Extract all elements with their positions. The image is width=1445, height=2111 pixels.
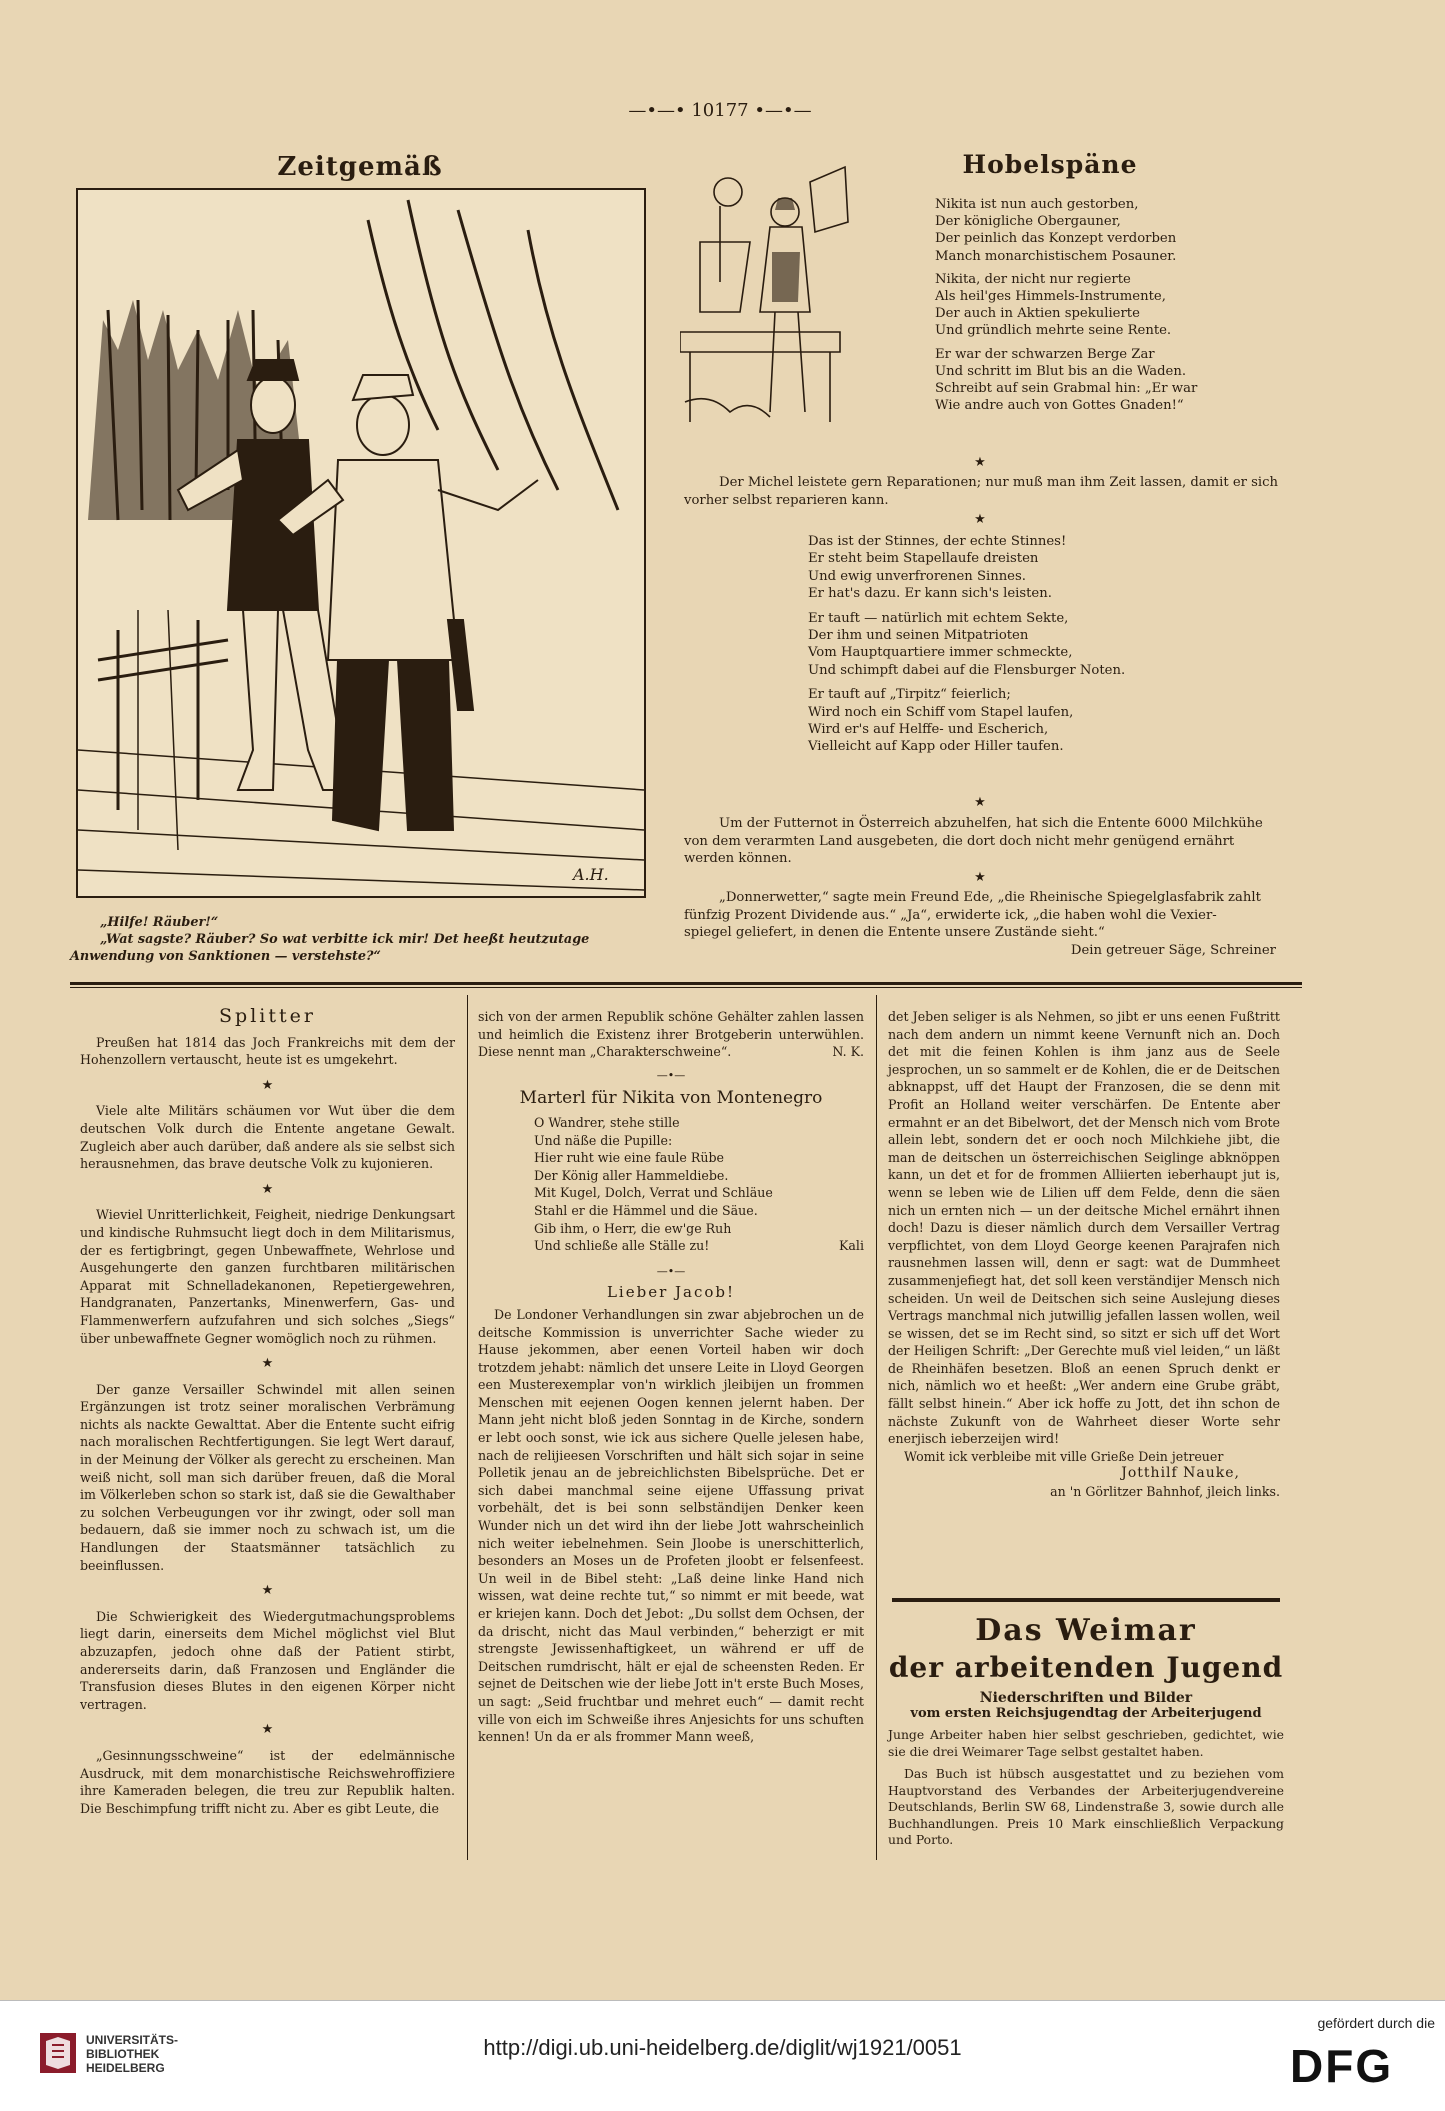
- poem-line: Als heil'ges Himmels-Instrumente,: [935, 289, 1166, 305]
- separator-star: ★: [974, 455, 986, 470]
- poem-line: Gib ihm, o Herr, die ew'ge Ruh: [534, 1220, 732, 1236]
- poem-line: Er war der schwarzen Berge Zar: [935, 346, 1155, 362]
- poem-line: Stahl er die Hämmel und die Säue.: [534, 1202, 758, 1218]
- poem-line: Mit Kugel, Dolch, Verrat und Schläue: [534, 1185, 773, 1201]
- poem-line: Und schritt im Blut bis an die Waden.: [935, 363, 1187, 379]
- poem-line: Und schließe alle Ställe zu!: [534, 1238, 710, 1254]
- jacob-signer-place: an 'n Görlitzer Bahnhof, jleich links.: [1050, 1484, 1280, 1500]
- advert-subtitle: Niederschriften und Bilder: [979, 1690, 1193, 1706]
- poem-line: Der königliche Obergauner,: [935, 214, 1121, 230]
- splitter-paragraph: Wieviel Unritterlichkeit, Feigheit, niedrige Denkungsart und kindische Ruhmsucht liegt doch in dem Militarismus, der es fertigbringt, gegen Unbewaffnete, Wehrlose und Ausgehungerte den ganzen furchtbaren militärischen Apparat mit Schnelladekanonen, Repetiergewehren, Handgranaten, Panzertanks, Minenwerfern, Gas- und Flammenwerfern aufzufahren und sich solches „Siegs“ über unbewaffnete Gegner womöglich noch zu rühmen.: [80, 1207, 455, 1346]
- poem-line: Er tauft auf „Tirpitz“ feierlich;: [808, 687, 1011, 703]
- advert-rule: [892, 1598, 1280, 1602]
- poem-line: Wird noch ein Schiff vom Stapel laufen,: [808, 704, 1074, 720]
- separator-star: ★: [974, 870, 986, 885]
- column-divider: [876, 995, 877, 1860]
- advert-body: Das Buch ist hübsch ausgestattet und zu beziehen vom Hauptvorstand des Verbandes der Arbeiterjugendvereine Deutschlands, Berlin SW 68, Lindenstraße 3, sowie durch alle Buchhandlungen. Preis 10 Mark einschließlich Verpackung und Porto.: [888, 1766, 1284, 1847]
- library-name: UNIVERSITÄTS- BIBLIOTHEK HEIDELBERG: [86, 2033, 179, 2075]
- jacob-continuation: det Jeben seliger is als Nehmen, so jibt er uns eenen Fußtritt nach dem andern un nimmt keene Vernunft nich an. Doch det mit die feinen Kohlen is ihm janz aus de Seele jesprochen, un so sammelt er de Kohlen, die er de Deitschen abknappst, uff det Haupt der Franzosen, die se denn mit Profit an Holland weiter verschärfen. De Entente aber ermahnt er an det Bibelwort, det der Mensch nich vom Brote allein lebt, sondern det er ooch noch Milchkiehe jibt, die man de deitschen un österreichischen Seiglinge abknöppen kann, un det et for de frommen Alliierten ieberhaupt jut is, wenn se leben wie de Lilien uff dem Felde, denn die säen nich un ernten nich — un der deitsche Michel ernährt ihnen doch! Dazu is dieser nämlich durch dem Versailler Vertrag verpflichtet, von dem Lloyd George keenen Parajrafen nich rausnehmen lassen will, denn er sagt: wat de Dummheet zusammenjefiegt hat, det soll keen verständijer Mensch nich scheiden. Un weil de Deitschen sich seine Auslejung dieses Vertrags manchmal nich jutwillig jefallen lassen wollen, weil se wissen, det se im Recht sind, so sitzt er sich uff det Wort der Heiligen Schrift: „Der Gerechte muß viel leiden,“ un läßt de Rheinhäfen besetzen. Bloß an eenen Spruch denkt er nich, nämlich wo et heeßt: „Wer andern eine Grube gräbt, fällt selbst hinein.“ Aber ick hoffe zu Jott, det ihn schon de nächste Zukunft von de Wahrheet dieser Worte sehr enerjisch ieberzeijen wird!: [888, 1009, 1280, 1447]
- caption-line: „Wat sagste? Räuber? So wat verbitte ick mir! Det heeßt heutzutage: [100, 932, 590, 947]
- jacob-signer: Jotthilf Nauke,: [1121, 1465, 1240, 1482]
- right-column: [888, 1008, 1280, 1501]
- middle-column: sich von der armen Republik schöne Gehälter zahlen lassen und heimlich die Existenz ihrer Brotgeberin unterwühlen. Diese nennt man „Charakterschweine“. N. K. —•— Marterl für Nikita von Montenegro O Wandrer, stehe stille Und näße die Pupille: Hier ruht wie eine faule Rübe Der König aller Hammeldiebe. Mit Kugel, Dolch, Verrat und Schläue Stahl er die Hämmel und die Säue. Gib ihm, o Herr, die ew'ge Ruh Und schließe alle Ställe zu! Kali —•— Lieber Jacob! De Londoner Verhandlungen sin zwar abjebrochen un de deitsche Kommission is unverrichter Sache wieder zu Hause jekommen, aber eenen Vorteil haben wir doch trotzdem jehabt: nämlich det unsere Leite in Lloyd Georgen een Musterexemplar von'n wirklich jleibijen un frommen Menschen mit eejenen Oogen kennen jelernt haben. Der Mann jeht nicht bloß jeden Sonntag in de Kirche, sondern er lebt ooch sonst, wie ick aus sichere Quelle jelesen habe, nach de relijieesen Vorschriften und hält sich sojar in seine Polletik jenau an de jebreichlichsten Bibelsprüche. Det er sich dabei manchmal seine eijene Uffassung privat vorbehält, det is bei sonn selbständijen Denker keen Wunder nich un det wird ihn der liebe Jott wahrscheinlich nich weiter iebelnehmen. Sein Jloobe is unerschitterlich, besonders an Moses un de Profeten jloobt er felsenfeest. Un weil in de Bibel steht: „Laß deine linke Hand nich wissen, wat deine rechte tut,“ so nimmt er mit beede, wat er kriejen kann. Doch det Jebot: „Du sollst dem Ochsen, der da drischt, nicht das Maul verbinden,“ beherzigt er mit strengste Jewissenhaftigkeet, un während er uff de Deitschen rumdrischt, hält er ejal de scheensten Reden. Er sejnet de Deitschen wie der liebe Jott in't erste Buch Moses, un sagt: „Seid fruchtbar und mehret euch“ — damit recht ville von eich im Schweiße ihres Anjesichts for uns schuften kennen! Un da er als frommer Mann weeß,: [478, 1009, 864, 1745]
- horizontal-rule: [70, 987, 1302, 988]
- horizontal-rule: [70, 982, 1302, 985]
- separator-star: ★: [974, 512, 986, 527]
- jacob-closing: Womit ick verbleibe mit ville Grieße Dein jetreuer: [904, 1448, 1224, 1464]
- futternot-paragraph: Um der Futternot in Österreich abzuhelfen, hat sich die Entente 6000 Milchkühe von dem verarmten Land ausgebeten, die dort doch nicht mehr genügend ernährt werden können.: [684, 816, 1263, 867]
- caption-line: Anwendung von Sanktionen — verstehste?“: [70, 949, 381, 964]
- footer-bar: [0, 2000, 1445, 2111]
- separator-star: ★: [974, 795, 986, 810]
- caption-line: „Hilfe! Räuber!“: [100, 915, 219, 930]
- poem-line: Manch monarchistischem Posauner.: [935, 248, 1177, 264]
- advert-title: Das Weimar: [975, 1613, 1197, 1648]
- marterl-signature: Kali: [839, 1238, 864, 1254]
- page-number: 10177: [691, 100, 749, 121]
- funded-by-text: gefördert durch die: [1317, 2015, 1435, 2031]
- weimar-advert: [888, 1612, 1284, 1849]
- marterl-poem: [478, 1114, 864, 1255]
- poem-line: O Wandrer, stehe stille: [534, 1114, 680, 1130]
- poem-line: Und schimpft dabei auf die Flensburger Noten.: [808, 662, 1126, 678]
- poem-line: Nikita ist nun auch gestorben,: [935, 197, 1139, 212]
- hobelspaene-signature: Dein getreuer Säge, Schreiner: [1070, 943, 1276, 959]
- hobelspaene-top: [680, 150, 1300, 430]
- splitter-title: Splitter: [219, 1005, 316, 1027]
- poem-line: Wie andre auch von Gottes Gnaden!“: [935, 398, 1184, 414]
- dfg-logo: DFG: [1290, 2040, 1394, 2092]
- source-url[interactable]: http://digi.ub.uni-heidelberg.de/diglit/wj1921/0051: [483, 2035, 962, 2060]
- advert-subtitle: vom ersten Reichsjugendtag der Arbeiterjugend: [910, 1706, 1262, 1721]
- cartoon-illustration: [76, 188, 646, 898]
- splitter-paragraph: Viele alte Militärs schäumen vor Wut über die dem deutschen Volk durch die Entente angetane Gewalt. Zugleich aber auch darüber, daß andere als sie selbst sich herausnehmen, das brave deutsche Volk zu kujonieren.: [80, 1103, 455, 1172]
- jacob-title: Lieber Jacob!: [606, 1283, 736, 1302]
- donnerwetter-paragraph: „Donnerwetter,“ sagte mein Freund Ede, „die Rheinische Spiegelglasfabrik zahlt fünfzig Prozent Dividende aus.“ „Ja“, erwiderte ick, „die haben wohl die Vexier- spiegel geliefert, in denen die Entente unsere Zustände sieht.“ Dein getreuer Säge, Schreiner: [684, 889, 1280, 960]
- poem-line: Schreibt auf sein Grabmal hin: „Er war: [935, 381, 1198, 397]
- marterl-title: Marterl für Nikita von Montenegro: [519, 1088, 823, 1109]
- poem-line: Und ewig unverfrorenen Sinnes.: [808, 568, 1026, 584]
- advert-title: der arbeitenden Jugend: [888, 1651, 1284, 1684]
- michel-paragraph: Der Michel leistete gern Reparationen; nur muß man ihm Zeit lassen, damit er sich vorher selbst reparieren kann.: [684, 475, 1279, 508]
- poem-line: Und näße die Pupille:: [534, 1132, 673, 1148]
- cartoon-drawing: [78, 190, 644, 896]
- jacob-paragraph: De Londoner Verhandlungen sin zwar abjebrochen un de deitsche Kommission is unverrichter Sache wieder zu Hause jekommen, aber eenen Vorteil haben wir doch trotzdem jehabt: nämlich det unsere Leite in Lloyd Georgen een Musterexemplar von'n wirklich jleibijen un frommen Menschen mit eejenen Oogen kennen jelernt haben. Der Mann jeht nicht bloß jeden Sonntag in de Kirche, sondern er lebt ooch sonst, wie ick aus sichere Quelle jelesen habe, nach de relijieesen Vorschriften und hält sich sojar in seine Polletik jenau an de jebreichlichsten Bibelsprüche. Det er sich dabei manchmal seine eijene Uffassung privat vorbehält, det is bei sonn selbständijen Denker keen Wunder nich un det wird ihn der liebe Jott wahrscheinlich nich weiter iebelnehmen. Sein Jloobe is unerschitterlich, besonders an Moses un de Profeten jloobt er felsenfeest. Un weil in de Bibel steht: „Laß deine linke Hand nich wissen, wat deine rechte tut,“ so nimmt er mit beede, wat er kriejen kann. Doch det Jebot: „Du sollst dem Ochsen, der da drischt, nicht das Maul verbinden,“ beherzigt er mit strengste Jewissenhaftigkeet, un während er uff de Deitschen rumdrischt, hält er ejal de scheensten Reden. Er sejnet de Deitschen wie der liebe Jott in't erste Buch Moses, un sagt: „Seid fruchtbar und mehret euch“ — damit recht ville von eich im Schweiße ihres Anjesichts for uns schuften kennen! Un da er als frommer Mann weeß,: [478, 1306, 864, 1745]
- splitter-paragraph: Die Schwierigkeit des Wiedergutmachungsproblems liegt darin, einerseits dem Michel möglichst viel Blut abzuzapfen, jedoch ohne daß der Patient stirbt, andererseits darin, daß Franzosen und Engländer die Transfusion dieses Blutes in den eigenen Körper nicht vertragen.: [80, 1608, 455, 1712]
- splitter-paragraph: Preußen hat 1814 das Joch Frankreichs mit dem der Hohenzollern vertauscht, heute ist es umgekehrt.: [80, 1034, 455, 1068]
- poem-line: Er steht beim Stapellaufe dreisten: [808, 551, 1039, 567]
- advert-body: Junge Arbeiter haben hier selbst geschrieben, gedichtet, wie sie die drei Weimarer Tage selbst gestaltet haben.: [888, 1727, 1284, 1759]
- cartoon-caption: [70, 914, 650, 965]
- page-number-row: —•—• 10177 •—•—: [628, 100, 812, 121]
- poem-line: Und gründlich mehrte seine Rente.: [935, 323, 1172, 339]
- nikita-poem: [935, 196, 1285, 414]
- cartoon-signature: A.H.: [573, 865, 609, 884]
- poem-line: Der auch in Aktien spekulierte: [935, 306, 1140, 322]
- library-logo-icon: [38, 2031, 78, 2075]
- continuation-paragraph: sich von der armen Republik schöne Gehälter zahlen lassen und heimlich die Existenz ihrer Brotgeberin unterwühlen. Diese nennt man „Charakterschweine“.: [478, 1009, 864, 1060]
- column-divider: [467, 995, 468, 1860]
- poem-line: Nikita, der nicht nur regierte: [935, 271, 1131, 287]
- stinnes-poem: [808, 533, 1268, 756]
- splitter-column: Splitter Preußen hat 1814 das Joch Frankreichs mit dem der Hohenzollern vertauscht, heute ist es umgekehrt. ★ Viele alte Militärs schäumen vor Wut über die dem deutschen Volk durch die Entente angetane Gewalt. Zugleich aber auch darüber, daß andere als sie selbst sich herausnehmen, das brave deutsche Volk zu kujonieren. ★ Wieviel Unritterlichkeit, Feigheit, niedrige Denkungsart und kindische Ruhmsucht liegt doch in dem Militarismus, der es fertigbringt, gegen Unbewaffnete, Wehrlose und Ausgehungerte den ganzen furchtbaren militärischen Apparat mit Schnelladekanonen, Repetiergewehren, Handgranaten, Panzertanks, Minenwerfern, Gas- und Flammenwerfern aufzufahren und sich solches „Siegs“ über unbewaffnete Gegner womöglich noch zu rühmen. ★ Der ganze Versailler Schwindel mit allen seinen Ergänzungen ist trotz seiner moralischen Verbrämung nichts als nackte Gewalttat. Aber die Entente sucht eifrig nach moralischen Rechtfertigungen. Sie legt Wert darauf, in der Meinung der Völker als gerecht zu erscheinen. Man weiß nicht, soll man sich darüber freuen, daß die Moral im Völkerleben schon so stark ist, daß sie die Gewalthaber zu solchen Verbeugungen vor ihr zwingt, oder soll man bedauern, daß sie immer noch zu schwach ist, um die Handlungen der Staatsmänner tatsächlich zu beeinflussen. ★ Die Schwierigkeit des Wiedergutmachungsproblems liegt darin, einerseits dem Michel möglichst viel Blut abzuzapfen, jedoch ohne daß der Patient stirbt, andererseits darin, daß Franzosen und Engländer die Transfusion dieses Blutes in den eigenen Körper nicht vertragen. ★ „Gesinnungsschweine“ ist der edelmännische Ausdruck, mit dem monarchistische Reichswehroffiziere ihre Kameraden belegen, die treu zur Republik halten. Die Beschimpfung trifft nicht zu. Aber es gibt Leute, die: [80, 1005, 455, 1816]
- poem-line: Er hat's dazu. Er kann sich's leisten.: [808, 586, 1052, 602]
- hobelspaene-title: Hobelspäne: [962, 150, 1138, 179]
- poem-line: Wird er's auf Helffe- und Escherich,: [808, 722, 1049, 738]
- continuation-signature: N. K.: [832, 1044, 864, 1060]
- cartoon-title: Zeitgemäß: [277, 152, 443, 182]
- poem-line: Der ihm und seinen Mitpatrioten: [808, 628, 1029, 644]
- poem-line: Hier ruht wie eine faule Rübe: [534, 1150, 724, 1166]
- poem-line: Der peinlich das Konzept verdorben: [935, 231, 1177, 247]
- poem-line: Vom Hauptquartiere immer schmeckte,: [808, 645, 1073, 661]
- splitter-paragraph: Der ganze Versailler Schwindel mit allen seinen Ergänzungen ist trotz seiner moralischen Verbrämung nichts als nackte Gewalttat. Aber die Entente sucht eifrig nach moralischen Rechtfertigungen. Sie legt Wert darauf, in der Meinung der Völker als gerecht zu erscheinen. Man weiß nicht, soll man sich darüber freuen, daß die Moral im Völkerleben schon so stark ist, daß sie die Gewalthaber zu solchen Verbeugungen vor ihr zwingt, oder soll man bedauern, daß sie immer noch zu schwach ist, um die Handlungen der Staatsmänner tatsächlich zu beeinflussen.: [80, 1381, 455, 1573]
- poem-line: Er tauft — natürlich mit echtem Sekte,: [808, 610, 1069, 626]
- poem-line: Der König aller Hammeldiebe.: [534, 1167, 729, 1183]
- poem-line: Das ist der Stinnes, der echte Stinnes!: [808, 534, 1067, 549]
- carpenter-illustration: [680, 162, 850, 432]
- poem-line: Vielleicht auf Kapp oder Hiller taufen.: [808, 739, 1064, 755]
- splitter-paragraph: „Gesinnungsschweine“ ist der edelmännische Ausdruck, mit dem monarchistische Reichswehroffiziere ihre Kameraden belegen, die treu zur Republik halten. Die Beschimpfung trifft nicht zu. Aber es gibt Leute, die: [80, 1747, 455, 1816]
